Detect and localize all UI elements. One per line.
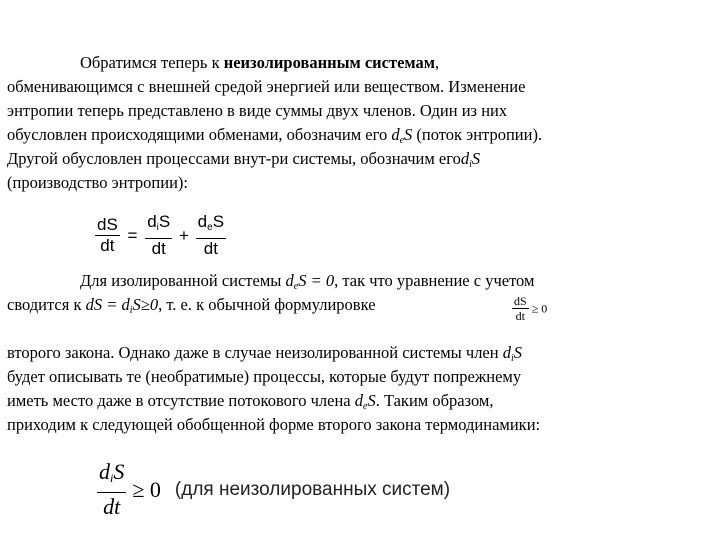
para2-line2: сводится к dS = $d_iS\ge 0$, т. е. к обычной формулировке [7,295,376,316]
equals-sign: = [127,225,138,245]
para1-line5: Другой обусловлен процессами внут-ри системы, обозначим егоd$_i$S [7,149,481,170]
plus-sign: + [178,225,189,245]
para1-line4: обусловлен происходящими обменами, обозначим его $d_eS$ (поток энтропии). [7,125,543,146]
para3-line3: иметь место даже в отсутствие потокового члена $d_eS$. Таким образом, [7,391,494,412]
para1-line1: Обратимся теперь к неизолированным системам, [80,53,440,72]
inline-relation: ≥ 0 [531,301,548,316]
inline-formula-second-law [512,294,547,323]
para1-line2: обменивающимся с внешней средой энергией или веществом. Изменение [7,77,526,96]
equation-entropy-balance [95,212,226,259]
term2-fraction: $\frac{d_eS}{dt}$ [197,212,225,258]
inline-fraction: $\frac{dS}{dt}$ [514,294,527,323]
term1-fraction: $\frac{d_iS}{dt}$ [147,212,171,258]
bold-term: неизолированным системам [223,53,436,72]
eq2-note: (для неизолированных систем) [174,478,451,500]
para3-line4: приходим к следующей обобщенной форме второго закона термодинамики: [7,415,541,434]
equation-generalized-second-law [97,458,450,521]
eq2-fraction: $\frac{d_iS}{dt}$ [99,459,125,519]
para3-line1: второго закона. Однако даже в случае неизолированной системы член $d_iS$ [7,343,522,364]
para3-line2: будет описывать те (необратимые) процессы, которые будут попрежнему [7,367,522,386]
para1-line6: (производство энтропии): [7,173,189,192]
lhs-fraction: $\frac{dS}{dt}$ [97,215,118,255]
para1-line3: энтропии теперь представлено в виде суммы двух членов. Один из них [7,101,508,120]
eq2-relation: ≥ 0 [132,476,161,502]
para2-line1: Для изолированной системы $d_eS = 0$, так что уравнение с учетом [80,271,535,292]
